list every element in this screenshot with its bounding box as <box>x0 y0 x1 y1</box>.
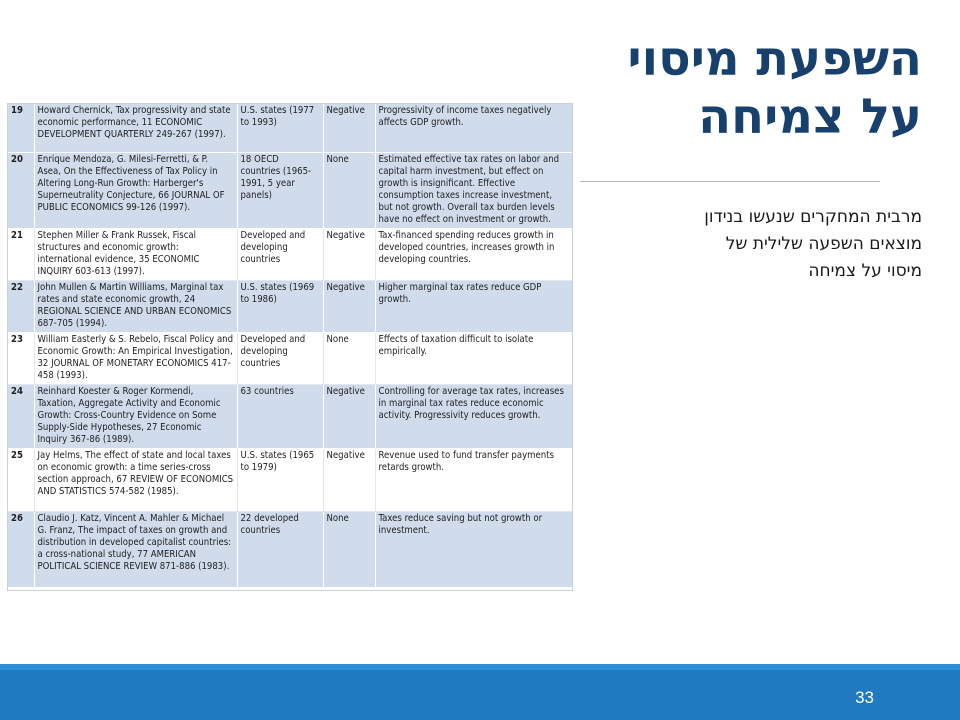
study-sample: U.S. states (1969 to 1986) <box>237 281 323 333</box>
study-number: 26 <box>8 512 34 588</box>
body-line-3: מיסוי על צמיחה <box>808 261 922 281</box>
study-finding: Progressivity of income taxes negatively affects GDP growth. <box>375 104 572 153</box>
table-row <box>8 512 572 588</box>
table-row <box>8 281 572 333</box>
table-row <box>8 229 572 281</box>
study-effect: Negative <box>323 229 375 281</box>
study-number: 23 <box>8 333 34 385</box>
study-sample: 18 OECD countries (1965-1991, 5 year panels) <box>237 153 323 229</box>
study-finding: Controlling for average tax rates, increases in marginal tax rates reduce economic activity. Progressivity reduces growth. <box>375 385 572 449</box>
body-line-1: מרבית המחקרים שנעשו בנידון <box>704 207 922 227</box>
table-row <box>8 153 572 229</box>
study-citation: Enrique Mendoza, G. Milesi-Ferretti, & P. Asea, On the Effectiveness of Tax Policy in Altering Long-Run Growth: Harberger's Superneutrality Conjecture, 66 JOURNAL OF PUBLIC ECONOMICS 99-126 (1997). <box>34 153 237 229</box>
study-number: 24 <box>8 385 34 449</box>
table-row <box>8 385 572 449</box>
studies-table <box>8 104 572 588</box>
page-number: 33 <box>855 688 874 707</box>
study-number: 20 <box>8 153 34 229</box>
study-effect: None <box>323 153 375 229</box>
title-line-1: השפעת מיסוי <box>627 31 922 87</box>
study-citation: John Mullen & Martin Williams, Marginal tax rates and state economic growth, 24 REGIONAL SCIENCE AND URBAN ECONOMICS 687-705 (1994). <box>34 281 237 333</box>
title-line-2: על צמיחה <box>698 89 922 145</box>
study-finding: Taxes reduce saving but not growth or investment. <box>375 512 572 588</box>
study-effect: Negative <box>323 385 375 449</box>
study-effect: Negative <box>323 281 375 333</box>
study-citation: Reinhard Koester & Roger Kormendi, Taxation, Aggregate Activity and Economic Growth: Cross-Country Evidence on Some Supply-Side Hypotheses, 27 Economic Inquiry 367-86 (1989). <box>34 385 237 449</box>
study-citation: Claudio J. Katz, Vincent A. Mahler & Michael G. Franz, The impact of taxes on growth and distribution in developed capitalist countries: a cross-national study, 77 AMERICAN POLITICAL SCIENCE REVIEW 871-886 (1983). <box>34 512 237 588</box>
study-effect: Negative <box>323 104 375 153</box>
study-sample: Developed and developing countries <box>237 229 323 281</box>
study-finding: Higher marginal tax rates reduce GDP growth. <box>375 281 572 333</box>
study-citation: Stephen Miller & Frank Russek, Fiscal structures and economic growth: international evidence, 35 ECONOMIC INQUIRY 603-613 (1997). <box>34 229 237 281</box>
title-divider <box>580 181 880 182</box>
table-row <box>8 449 572 512</box>
study-number: 25 <box>8 449 34 512</box>
study-sample: 22 developed countries <box>237 512 323 588</box>
study-effect: None <box>323 333 375 385</box>
study-number: 22 <box>8 281 34 333</box>
study-finding: Estimated effective tax rates on labor and capital harm investment, but effect on growth is insignificant. Effective consumption taxes increase investment, but not growth. Overall tax burden levels have no effect on investment or growth. <box>375 153 572 229</box>
footer-bar <box>0 664 960 720</box>
study-sample: Developed and developing countries <box>237 333 323 385</box>
study-sample: U.S. states (1965 to 1979) <box>237 449 323 512</box>
study-citation: William Easterly & S. Rebelo, Fiscal Policy and Economic Growth: An Empirical Investigation, 32 JOURNAL OF MONETARY ECONOMICS 417-458 (1993). <box>34 333 237 385</box>
study-sample: 63 countries <box>237 385 323 449</box>
study-citation: Howard Chernick, Tax progressivity and state economic performance, 11 ECONOMIC DEVELOPMENT QUARTERLY 249-267 (1997). <box>34 104 237 153</box>
study-number: 21 <box>8 229 34 281</box>
study-finding: Effects of taxation difficult to isolate empirically. <box>375 333 572 385</box>
slide-body-text <box>602 204 922 285</box>
study-citation: Jay Helms, The effect of state and local taxes on economic growth: a time series-cross section approach, 67 REVIEW OF ECONOMICS AND STATISTICS 574-582 (1985). <box>34 449 237 512</box>
study-effect: None <box>323 512 375 588</box>
study-effect: Negative <box>323 449 375 512</box>
body-line-2: מוצאים השפעה שלילית של <box>725 234 922 254</box>
study-sample: U.S. states (1977 to 1993) <box>237 104 323 153</box>
table-row <box>8 104 572 153</box>
footer-accent-strip <box>0 664 960 670</box>
slide-title <box>562 30 922 146</box>
study-number: 19 <box>8 104 34 153</box>
study-finding: Tax-financed spending reduces growth in developed countries, increases growth in developing countries. <box>375 229 572 281</box>
table-row <box>8 333 572 385</box>
study-finding: Revenue used to fund transfer payments retards growth. <box>375 449 572 512</box>
studies-table-image <box>8 104 572 590</box>
